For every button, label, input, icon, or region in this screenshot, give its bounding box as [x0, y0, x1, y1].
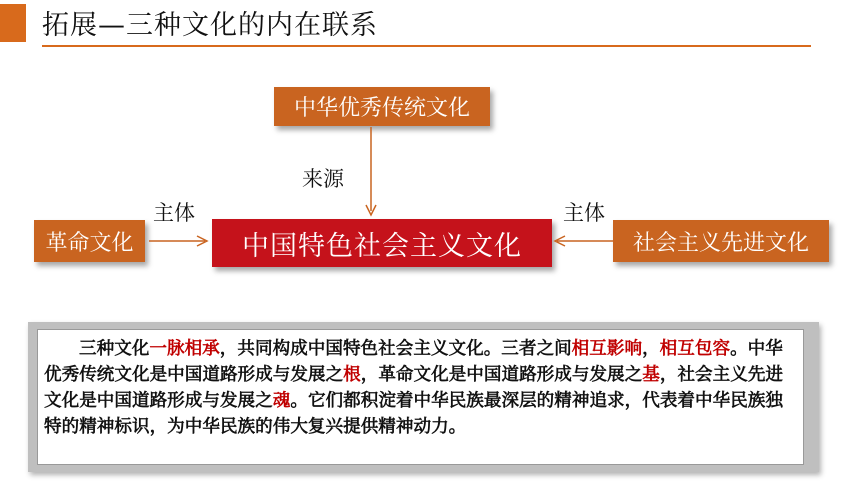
- box-socialist-culture-center: 中国特色社会主义文化: [212, 219, 552, 267]
- arrow-left-to-center: [149, 231, 211, 251]
- label-main-body-left: 主体: [153, 201, 195, 225]
- label-source: 来源: [302, 167, 344, 191]
- text-segment: 。它们都积淀着中华民族最深层的精神追求，代表着中华民族独特的精神标识，为中华民族的伟大复兴提供精神动力。: [44, 391, 783, 437]
- box-traditional-culture: 中华优秀传统文化: [274, 87, 490, 126]
- text-segment: 三种文化: [79, 339, 150, 359]
- arrow-right-to-center: [553, 231, 613, 251]
- box-revolutionary-culture: 革命文化: [34, 220, 145, 262]
- text-segment: ，社会主义先进文化是中国道路形成与发展之: [44, 365, 784, 411]
- text-segment: 。中华优秀传统文化是中国道路形成与发展之: [44, 339, 783, 385]
- arrow-top-to-center: [361, 127, 381, 219]
- box-advanced-socialist-culture: 社会主义先进文化: [613, 220, 829, 262]
- title-accent-block: [0, 4, 26, 42]
- highlight-segment: 相互包容: [659, 339, 731, 359]
- highlight-segment: 根: [343, 365, 361, 385]
- highlight-segment: 魂: [272, 391, 291, 411]
- summary-paragraph: [37, 329, 804, 465]
- text-segment: ，革命文化是中国道路形成与发展之: [360, 365, 643, 385]
- label-main-body-right: 主体: [563, 201, 605, 225]
- slide-header: [0, 0, 860, 50]
- text-segment: ，共同构成中国特色社会主义文化。三者之间: [219, 339, 572, 359]
- highlight-segment: 相互影响: [571, 339, 643, 359]
- summary-frame: [28, 322, 819, 472]
- slide-title: 拓展—三种文化的内在联系: [42, 10, 378, 41]
- highlight-segment: 一脉相承: [149, 339, 220, 359]
- title-underline: [42, 45, 811, 47]
- text-segment: ，: [642, 339, 660, 359]
- highlight-segment: 基: [642, 365, 660, 385]
